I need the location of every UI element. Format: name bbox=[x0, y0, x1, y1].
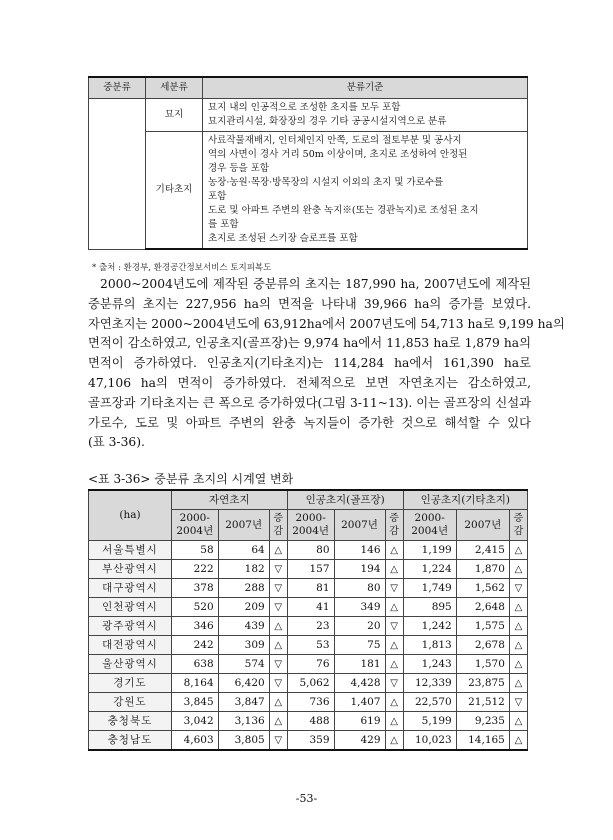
subheader-2000-2004: 2000- 2004년 bbox=[171, 510, 218, 541]
value-cell: 22,570 bbox=[403, 693, 456, 712]
subheader-2007: 2007년 bbox=[456, 510, 509, 541]
table-row bbox=[89, 731, 528, 751]
value-cell: 81 bbox=[287, 579, 334, 598]
paragraph-line: 자연초지는 2000~2004년도에 63,912ha에서 2007년도에 54,713 ha로 9,199 ha의 bbox=[88, 316, 565, 331]
value-cell: 12,339 bbox=[403, 674, 456, 693]
region-cell: 인천광역시 bbox=[89, 598, 172, 617]
table-row bbox=[89, 712, 528, 731]
value-cell: 736 bbox=[287, 693, 334, 712]
value-cell: 157 bbox=[287, 560, 334, 579]
paragraph-line: 중분류의 초지는 227,956 ha의 면적을 나타내 39,966 ha의 증가를 보였다. bbox=[88, 296, 531, 311]
value-cell: 9,235 bbox=[456, 712, 509, 731]
paragraph-line: 면적이 증가하였다. 인공초지(기타초지)는 114,284 ha에서 161,390 ha로 bbox=[88, 356, 531, 371]
criteria-line: 역의 사면이 경사 거리 50m 이상이며, 초지로 조성하여 안정된 bbox=[208, 149, 468, 160]
table-group-header-row bbox=[89, 490, 528, 510]
change-symbol-cell: △ bbox=[269, 693, 287, 712]
value-cell: 3,136 bbox=[218, 712, 269, 731]
value-cell: 53 bbox=[287, 636, 334, 655]
value-cell: 1,242 bbox=[403, 617, 456, 636]
change-symbol-cell: △ bbox=[269, 541, 287, 560]
change-symbol-cell: △ bbox=[385, 598, 403, 617]
value-cell: 64 bbox=[218, 541, 269, 560]
group-header-golf: 인공초지(골프장) bbox=[287, 490, 403, 510]
value-cell: 1,243 bbox=[403, 655, 456, 674]
classification-row-other-grassland bbox=[89, 132, 528, 250]
paragraph-line: 47,106 ha의 면적이 증가하였다. 전체적으로 보면 자연초지는 감소하였고, bbox=[88, 375, 531, 390]
change-symbol-cell: △ bbox=[385, 636, 403, 655]
paragraph-line: 가로수, 도로 및 아파트 주변의 완충 녹지들이 증가한 것으로 해석할 수 있다 bbox=[88, 415, 531, 430]
table-row bbox=[89, 617, 528, 636]
value-cell: 619 bbox=[334, 712, 385, 731]
classification-row-cemetery bbox=[89, 99, 528, 132]
value-cell: 520 bbox=[171, 598, 218, 617]
value-cell: 8,164 bbox=[171, 674, 218, 693]
subheader-2007: 2007년 bbox=[218, 510, 269, 541]
change-symbol-cell: ▽ bbox=[269, 560, 287, 579]
subheader-2000-2004: 2000- 2004년 bbox=[287, 510, 334, 541]
major-class-cell bbox=[89, 99, 146, 250]
region-cell: 강원도 bbox=[89, 693, 172, 712]
criteria-line: 초지로 조성된 스키장 슬로프를 포함 bbox=[208, 233, 358, 244]
value-cell: 1,749 bbox=[403, 579, 456, 598]
value-cell: 1,562 bbox=[456, 579, 509, 598]
criteria-line: 포함 bbox=[208, 191, 227, 202]
value-cell: 895 bbox=[403, 598, 456, 617]
sub-class-cemetery: 묘지 bbox=[146, 99, 203, 132]
change-symbol-cell: △ bbox=[385, 655, 403, 674]
value-cell: 146 bbox=[334, 541, 385, 560]
criteria-line: 묘지 내의 인공적으로 조성한 초지를 모두 포함 bbox=[208, 102, 401, 113]
value-cell: 3,042 bbox=[171, 712, 218, 731]
table-caption: <표 3-36> 중분류 초지의 시계열 변화 bbox=[88, 472, 294, 486]
value-cell: 75 bbox=[334, 636, 385, 655]
table-row bbox=[89, 579, 528, 598]
change-symbol-cell: ▽ bbox=[509, 693, 527, 712]
criteria-line: 를 포함 bbox=[208, 219, 239, 230]
region-cell: 대전광역시 bbox=[89, 636, 172, 655]
paragraph-line: (표 3-36). bbox=[88, 435, 145, 450]
value-cell: 4,603 bbox=[171, 731, 218, 751]
value-cell: 359 bbox=[287, 731, 334, 751]
classification-table bbox=[88, 76, 528, 250]
value-cell: 429 bbox=[334, 731, 385, 751]
value-cell: 80 bbox=[287, 541, 334, 560]
table-row bbox=[89, 636, 528, 655]
value-cell: 378 bbox=[171, 579, 218, 598]
value-cell: 80 bbox=[334, 579, 385, 598]
paragraph-line: 2000~2004년도에 제작된 중분류의 초지는 187,990 ha, 2007년도에 제작된 bbox=[100, 277, 531, 291]
value-cell: 14,165 bbox=[456, 731, 509, 751]
change-symbol-cell: ▽ bbox=[269, 731, 287, 751]
region-cell: 충청북도 bbox=[89, 712, 172, 731]
table-row bbox=[89, 598, 528, 617]
value-cell: 439 bbox=[218, 617, 269, 636]
criteria-line: 도로 및 아파트 주변의 완충 녹지※(또는 경관녹지)로 조성된 초지 bbox=[208, 205, 479, 216]
value-cell: 6,420 bbox=[218, 674, 269, 693]
change-symbol-cell: △ bbox=[509, 560, 527, 579]
value-cell: 1,407 bbox=[334, 693, 385, 712]
page-number: -53- bbox=[295, 792, 318, 805]
value-cell: 1,870 bbox=[456, 560, 509, 579]
value-cell: 4,428 bbox=[334, 674, 385, 693]
body-paragraph bbox=[88, 275, 565, 453]
region-cell: 서울특별시 bbox=[89, 541, 172, 560]
value-cell: 41 bbox=[287, 598, 334, 617]
table-row bbox=[89, 560, 528, 579]
table-row bbox=[89, 693, 528, 712]
value-cell: 209 bbox=[218, 598, 269, 617]
change-symbol-cell: △ bbox=[385, 541, 403, 560]
change-symbol-cell: △ bbox=[509, 674, 527, 693]
value-cell: 20 bbox=[334, 617, 385, 636]
change-symbol-cell: △ bbox=[269, 712, 287, 731]
value-cell: 222 bbox=[171, 560, 218, 579]
value-cell: 1,570 bbox=[456, 655, 509, 674]
value-cell: 574 bbox=[218, 655, 269, 674]
subheader-change: 증 감 bbox=[509, 510, 527, 541]
value-cell: 1,199 bbox=[403, 541, 456, 560]
sub-class-other-grassland: 기타초지 bbox=[146, 132, 203, 250]
paragraph-line: 면적이 감소하였고, 인공초지(골프장)는 9,974 ha에서 11,853 ha로 1,879 ha의 bbox=[88, 336, 531, 351]
value-cell: 349 bbox=[334, 598, 385, 617]
criteria-other-grassland bbox=[203, 132, 528, 250]
criteria-line: 경우 등을 포함 bbox=[208, 163, 270, 174]
source-note: * 출처 : 환경부, 환경공간정보서비스 토지피복도 bbox=[92, 263, 272, 273]
classification-header-row bbox=[89, 77, 528, 99]
value-cell: 76 bbox=[287, 655, 334, 674]
criteria-line: 묘지관리시설, 화장장의 경우 기타 공공시설지역으로 분류 bbox=[208, 116, 447, 127]
value-cell: 2,415 bbox=[456, 541, 509, 560]
change-symbol-cell: △ bbox=[509, 712, 527, 731]
region-cell: 대구광역시 bbox=[89, 579, 172, 598]
group-header-other: 인공초지(기타초지) bbox=[403, 490, 527, 510]
value-cell: 2,648 bbox=[456, 598, 509, 617]
change-symbol-cell: ▽ bbox=[269, 579, 287, 598]
value-cell: 182 bbox=[218, 560, 269, 579]
change-symbol-cell: ▽ bbox=[385, 674, 403, 693]
change-symbol-cell: △ bbox=[385, 712, 403, 731]
change-symbol-cell: △ bbox=[269, 617, 287, 636]
value-cell: 5,199 bbox=[403, 712, 456, 731]
value-cell: 242 bbox=[171, 636, 218, 655]
header-criteria: 분류기준 bbox=[203, 77, 528, 99]
change-symbol-cell: △ bbox=[509, 636, 527, 655]
criteria-cemetery bbox=[203, 99, 528, 132]
change-symbol-cell: ▽ bbox=[269, 655, 287, 674]
value-cell: 1,575 bbox=[456, 617, 509, 636]
change-symbol-cell: △ bbox=[509, 598, 527, 617]
value-cell: 5,062 bbox=[287, 674, 334, 693]
value-cell: 23 bbox=[287, 617, 334, 636]
value-cell: 58 bbox=[171, 541, 218, 560]
subheader-change: 증 감 bbox=[269, 510, 287, 541]
change-symbol-cell: △ bbox=[509, 731, 527, 751]
header-sub-class: 세분류 bbox=[146, 77, 203, 99]
group-header-natural: 자연초지 bbox=[171, 490, 287, 510]
change-symbol-cell: ▽ bbox=[509, 579, 527, 598]
criteria-line: 사료작물재배지, 인터체인지 안쪽, 도로의 절토부분 및 공사지 bbox=[208, 135, 462, 146]
value-cell: 10,023 bbox=[403, 731, 456, 751]
value-cell: 3,847 bbox=[218, 693, 269, 712]
table-row bbox=[89, 674, 528, 693]
region-cell: 부산광역시 bbox=[89, 560, 172, 579]
value-cell: 21,512 bbox=[456, 693, 509, 712]
value-cell: 3,845 bbox=[171, 693, 218, 712]
subheader-2000-2004: 2000- 2004년 bbox=[403, 510, 456, 541]
change-symbol-cell: ▽ bbox=[385, 579, 403, 598]
value-cell: 1,813 bbox=[403, 636, 456, 655]
subheader-2007: 2007년 bbox=[334, 510, 385, 541]
value-cell: 288 bbox=[218, 579, 269, 598]
value-cell: 2,678 bbox=[456, 636, 509, 655]
table-row bbox=[89, 655, 528, 674]
paragraph-line: 골프장과 기타초지는 큰 폭으로 증가하였다(그림 3-11~13). 이는 골프장의 신설과 bbox=[88, 395, 531, 410]
unit-header: (ha) bbox=[89, 490, 172, 541]
value-cell: 346 bbox=[171, 617, 218, 636]
value-cell: 194 bbox=[334, 560, 385, 579]
change-symbol-cell: △ bbox=[385, 560, 403, 579]
change-symbol-cell: △ bbox=[269, 636, 287, 655]
header-major-class: 중분류 bbox=[89, 77, 146, 99]
change-symbol-cell: △ bbox=[509, 541, 527, 560]
change-symbol-cell: △ bbox=[385, 693, 403, 712]
grassland-timeseries-table bbox=[88, 489, 528, 751]
region-cell: 광주광역시 bbox=[89, 617, 172, 636]
change-symbol-cell: △ bbox=[509, 617, 527, 636]
change-symbol-cell: ▽ bbox=[269, 674, 287, 693]
value-cell: 488 bbox=[287, 712, 334, 731]
region-cell: 울산광역시 bbox=[89, 655, 172, 674]
value-cell: 309 bbox=[218, 636, 269, 655]
change-symbol-cell: △ bbox=[385, 731, 403, 751]
region-cell: 충청남도 bbox=[89, 731, 172, 751]
region-cell: 경기도 bbox=[89, 674, 172, 693]
table-row bbox=[89, 541, 528, 560]
change-symbol-cell: △ bbox=[509, 655, 527, 674]
change-symbol-cell: ▽ bbox=[385, 617, 403, 636]
value-cell: 181 bbox=[334, 655, 385, 674]
change-symbol-cell: ▽ bbox=[269, 598, 287, 617]
criteria-line: 농장·농원·목장·방목장의 시설지 이외의 초지 및 가로수를 bbox=[208, 177, 444, 188]
table-body bbox=[89, 541, 528, 751]
value-cell: 1,224 bbox=[403, 560, 456, 579]
value-cell: 3,805 bbox=[218, 731, 269, 751]
value-cell: 638 bbox=[171, 655, 218, 674]
subheader-change: 증 감 bbox=[385, 510, 403, 541]
value-cell: 23,875 bbox=[456, 674, 509, 693]
